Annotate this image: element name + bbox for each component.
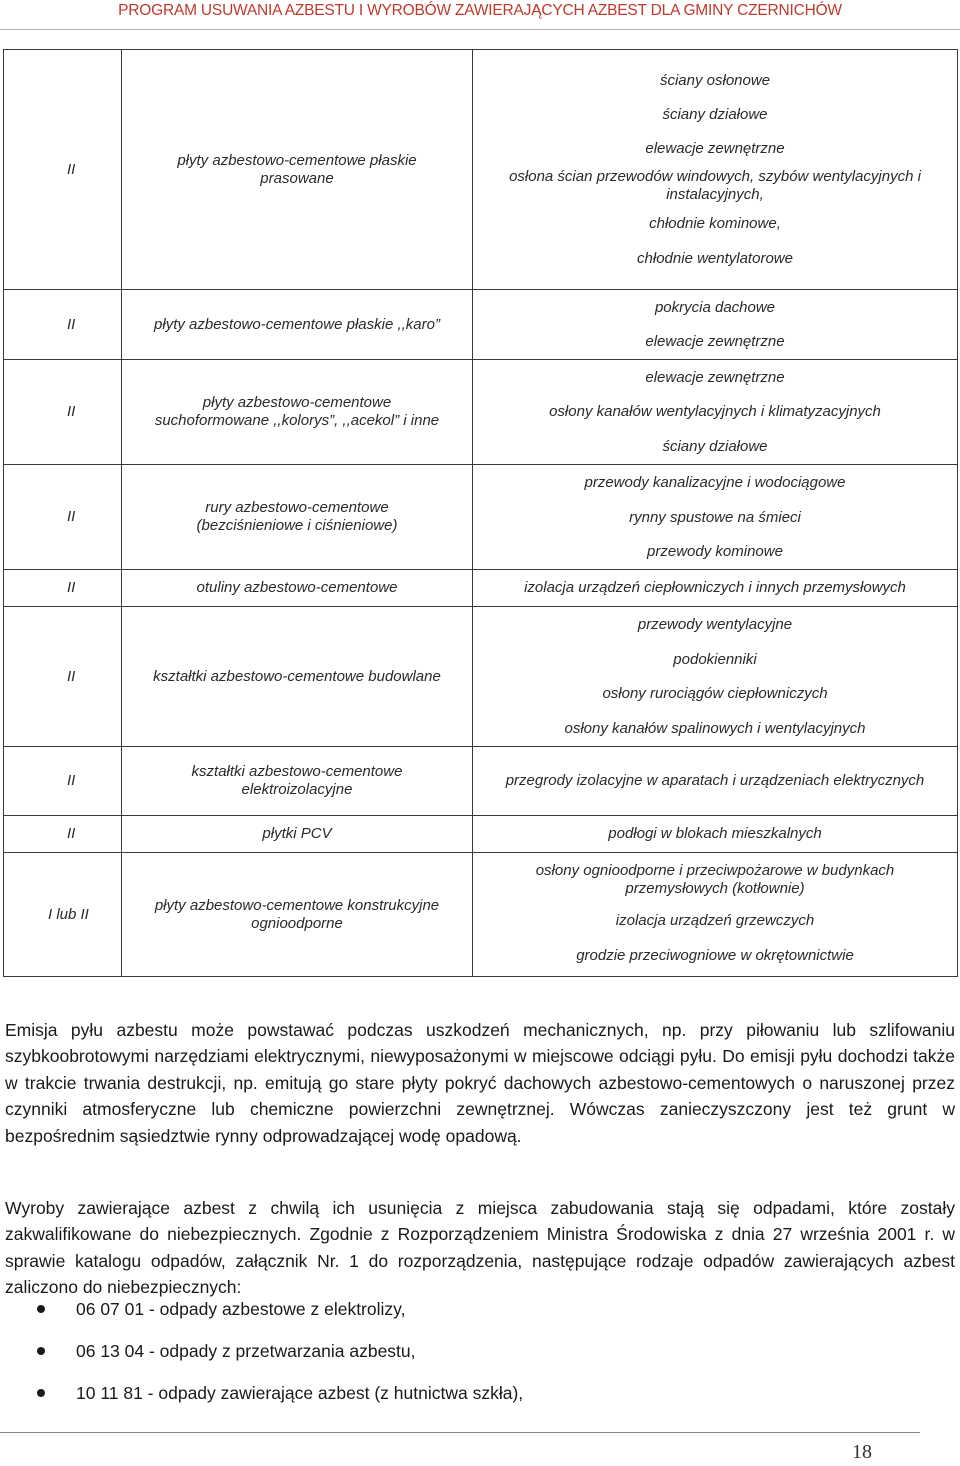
list-item: 10 11 81 - odpady zawierające azbest (z hutnictwa szkła),: [30, 1380, 523, 1422]
table-row: [4, 570, 958, 607]
use-cell: [473, 465, 958, 570]
use-line: przewody kominowe: [647, 543, 783, 560]
product-cell: [122, 853, 473, 977]
use-line: osłony kanałów wentylacyjnych i klimatyzacyjnych: [549, 403, 881, 420]
product-cell: [122, 50, 473, 290]
table-row: [4, 360, 958, 465]
use-line: podłogi w blokach mieszkalnych: [608, 825, 822, 842]
use-cell: [473, 50, 958, 290]
product-cell: [122, 570, 473, 607]
table-row: [4, 747, 958, 816]
class-cell: II: [4, 465, 122, 570]
use-line: chłodnie wentylatorowe: [637, 249, 793, 267]
asbestos-products-table: [3, 49, 958, 977]
use-line: podokienniki: [673, 650, 757, 668]
product-line: płyty azbestowo-cementowe płaskie ,,karo”: [154, 315, 440, 333]
use-line: przewody kanalizacyjne i wodociągowe: [584, 473, 846, 491]
use-cell: [473, 570, 958, 607]
footer-divider: [0, 1432, 920, 1433]
header-divider: [0, 29, 960, 30]
product-cell: [122, 360, 473, 465]
list-item: 06 13 04 - odpady z przetwarzania azbestu,: [30, 1338, 523, 1380]
product-line: płyty azbestowo-cementowe: [202, 394, 392, 411]
paragraph-dust-emission: Emisja pyłu azbestu może powstawać podczas uszkodzeń mechanicznych, np. przy piłowaniu lub szlifowaniu szybkoobrotowymi narzędziami elektrycznymi, niewyposażonymi w miejscowe odciągi pyłu. Do emisji pyłu dochodzi także w trakcie trwania destrukcji, np. emitują go stare płyty pokryć dachowych azbestowo-cementowych o naruszonej przez czynniki atmosferyczne lub chemiczne powierzchni zewnętrznej. Wówczas zanieczyszczony jest też grunt w bezpośrednim sąsiedztwie rynny odprowadzającej wodę opadową.: [5, 1019, 955, 1146]
product-line: otuliny azbestowo-cementowe: [196, 579, 398, 596]
product-line: kształtki azbestowo-cementowe budowlane: [153, 667, 441, 685]
use-line: osłony kanałów spalinowych i wentylacyjnych: [564, 719, 866, 737]
use-cell: [473, 360, 958, 465]
use-line: pokrycia dachowe: [654, 298, 776, 316]
product-line: suchoformowane ,,kolorys”, ,,acekol” i inne: [154, 412, 440, 429]
table-row: [4, 607, 958, 747]
product-cell: [122, 747, 473, 816]
use-line: chłodnie kominowe,: [649, 215, 781, 232]
product-line: kształtki azbestowo-cementowe: [191, 763, 403, 780]
use-line: przewody wentylacyjne: [637, 615, 793, 633]
waste-code-list: [30, 1296, 523, 1422]
class-cell: II: [4, 747, 122, 816]
product-line: (bezciśnieniowe i ciśnieniowe): [196, 517, 398, 534]
table-row: [4, 50, 958, 290]
use-line: ściany działowe: [662, 105, 768, 123]
product-cell: [122, 290, 473, 360]
class-cell: II: [4, 816, 122, 853]
product-cell: [122, 607, 473, 747]
class-cell: II: [4, 50, 122, 290]
use-line: elewacje zewnętrzne: [645, 139, 785, 157]
use-line: rynny spustowe na śmieci: [629, 508, 801, 526]
table-row: [4, 816, 958, 853]
paragraph-waste-classification: Wyroby zawierające azbest z chwilą ich usunięcia z miejsca zabudowania stają się odpadami, które zostały zakwalifikowane do niebezpiecznych. Zgodnie z Rozporządzeniem Ministra Środowiska z dnia 27 września 2001 r. w sprawie katalogu odpadów, załącznik Nr. 1 do rozporządzenia, następujące rodzaje odpadów zawierających azbest zaliczono do niebezpiecznych:: [5, 1197, 955, 1297]
use-cell: [473, 747, 958, 816]
list-item: 06 07 01 - odpady azbestowe z elektrolizy,: [30, 1296, 523, 1338]
product-line: elektroizolacyjne: [241, 781, 353, 798]
use-line: osłona ścian przewodów windowych, szybów wentylacyjnych i instalacyjnych,: [509, 168, 921, 203]
use-line: przegrody izolacyjne w aparatach i urządzeniach elektrycznych: [505, 772, 925, 789]
use-line: elewacje zewnętrzne: [645, 333, 785, 350]
product-line: prasowane: [260, 169, 334, 187]
document-header: PROGRAM USUWANIA AZBESTU I WYROBÓW ZAWIERAJĄCYCH AZBEST DLA GMINY CZERNICHÓW: [118, 2, 842, 19]
product-line: płyty azbestowo-cementowe płaskie: [177, 151, 417, 169]
use-line: grodzie przeciwogniowe w okrętownictwie: [576, 947, 854, 964]
use-cell: [473, 607, 958, 747]
table-row: [4, 853, 958, 977]
use-line: ściany osłonowe: [659, 71, 771, 89]
product-line: płyty azbestowo-cementowe konstrukcyjne: [154, 896, 440, 914]
product-cell: [122, 816, 473, 853]
class-cell: II: [4, 607, 122, 747]
class-cell: I lub II: [4, 853, 122, 977]
class-cell: II: [4, 290, 122, 360]
class-cell: II: [4, 360, 122, 465]
use-cell: [473, 290, 958, 360]
use-cell: [473, 853, 958, 977]
class-cell: II: [4, 570, 122, 607]
table-row: [4, 290, 958, 360]
use-line: osłony ognioodporne i przeciwpożarowe w budynkach przemysłowych (kotłownie): [535, 861, 895, 897]
table-row: [4, 465, 958, 570]
use-line: izolacja urządzeń grzewczych: [615, 912, 815, 929]
page-number: 18: [852, 1441, 872, 1463]
product-line: rury azbestowo-cementowe: [205, 499, 389, 516]
product-line: ognioodporne: [251, 914, 343, 932]
use-cell: [473, 816, 958, 853]
use-line: izolacja urządzeń ciepłowniczych i innych przemysłowych: [524, 579, 906, 596]
use-line: osłony rurociągów ciepłowniczych: [602, 685, 828, 702]
product-cell: [122, 465, 473, 570]
use-line: elewacje zewnętrzne: [645, 368, 785, 386]
use-line: ściany działowe: [662, 437, 768, 455]
product-line: płytki PCV: [262, 825, 332, 842]
